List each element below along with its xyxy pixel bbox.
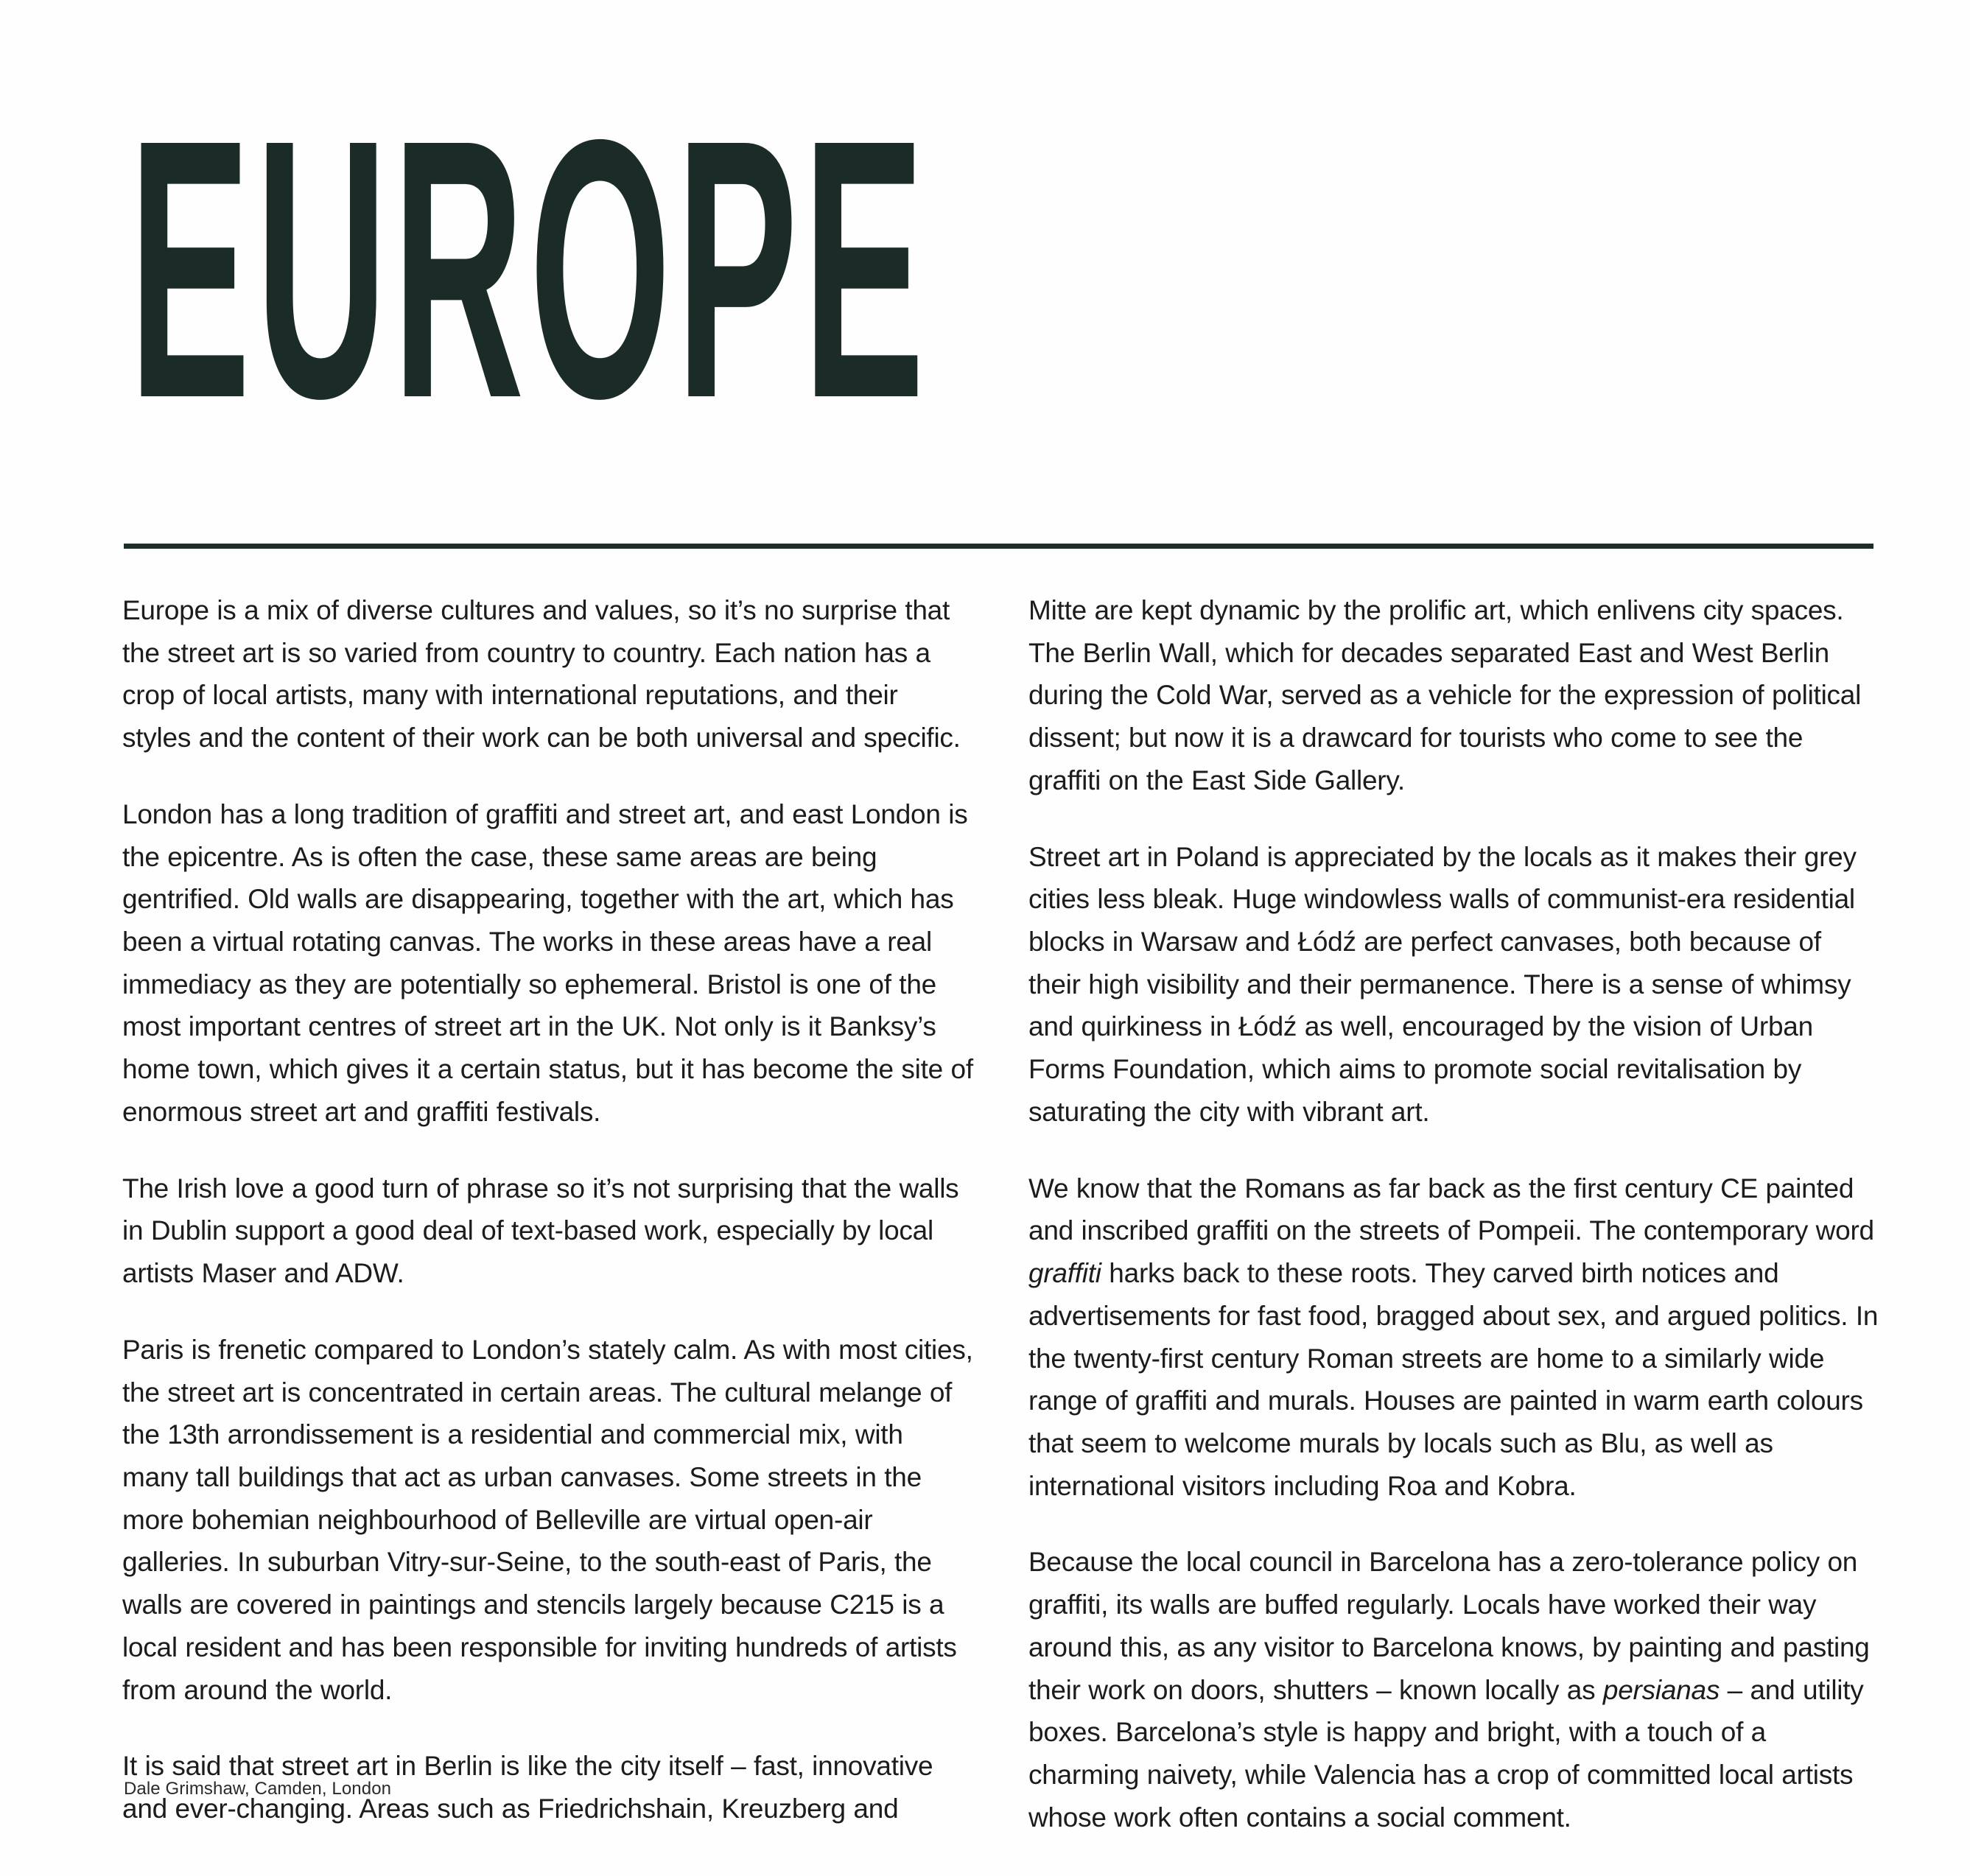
body-paragraph	[1028, 1541, 1879, 1838]
paragraph-text-run: Because the local council in Barcelona has a zero-tolerance policy on graffiti, its walls are buffed regularly. Locals have worked their way around this, as any visitor to Barcelona knows, by painting and pasting their work on doors, shutters – known locally as	[1028, 1547, 1870, 1705]
page-title: EUROPE	[129, 63, 930, 474]
paragraph-text-run: Street art in Poland is appreciated by the locals as it makes their grey cities less bleak. Huge windowless walls of communist-era residential blocks in Warsaw and Łódź are perfect canvases, both because of their high visibility and their permanence. There is a sense of whimsy and quirkiness in Łódź as well, encouraged by the vision of Urban Forms Foundation, which aims to promote social revitalisation by saturating the city with vibrant art.	[1028, 841, 1857, 1127]
left-column	[122, 589, 973, 1830]
body-paragraph	[1028, 1167, 1879, 1508]
body-paragraph: The Irish love a good turn of phrase so it’s not surprising that the walls in Dublin support a good deal of text-based work, especially by local artists Maser and ADW.	[122, 1173, 959, 1289]
paragraph-text-run: – and utility boxes. Barcelona’s style is happy and bright, with a touch of a charming naivety, while Valencia has a crop of committed local artists whose work often contains a social comment.	[1028, 1674, 1864, 1833]
body-paragraph: Europe is a mix of diverse cultures and values, so it’s no surprise that the street art is so varied from country to country. Each nation has a crop of local artists, many with international reputations, and their styles and the content of their work can be both universal and specific.	[122, 595, 961, 753]
body-paragraph	[1028, 836, 1879, 1134]
right-column	[1028, 589, 1879, 1838]
page-title-block	[129, 63, 1882, 474]
body-paragraph: Paris is frenetic compared to London’s stately calm. As with most cities, the street art is concentrated in certain areas. The cultural melange of the 13th arrondissement is a residential and commercial mix, with many tall buildings that act as urban canvases. Some streets in the more bohemian neighbourhood of Belleville are virtual open-air galleries. In suburban Vitry-sur-Seine, to the south-east of Paris, the walls are covered in paintings and stencils largely because C215 is a local resident and has been responsible for inviting hundreds of artists from around the world.	[122, 1334, 973, 1705]
body-paragraph: London has a long tradition of graffiti and street art, and east London is the epicentre. As is often the case, these same areas are being gentrified. Old walls are disappearing, together with the art, which has been a virtual rotating canvas. The works in these areas have a real immediacy as they are potentially so ephemeral. Bristol is one of the most important centres of street art in the UK. Not only is it Banksy’s home town, which gives it a certain status, but it has become the site of enormous street art and graffiti festivals.	[122, 798, 973, 1127]
photo-caption: Dale Grimshaw, Camden, London	[124, 1779, 392, 1799]
emphasised-term: graffiti	[1028, 1258, 1101, 1289]
body-paragraph: It is said that street art in Berlin is like the city itself – fast, innovative and ever-changing. Areas such as Friedrichshain, Kreuzberg and	[122, 1751, 933, 1824]
emphasised-term: persianas	[1602, 1674, 1720, 1705]
paragraph-text-run: harks back to these roots. They carved birth notices and advertisements for fast food, bragged about sex, and argued politics. In the twenty-first century Roman streets are home to a similarly wide range of graffiti and murals. Houses are painted in warm earth colours that seem to welcome murals by locals such as Blu, as well as international visitors including Roa and Kobra.	[1028, 1258, 1879, 1501]
paragraph-text-run: Mitte are kept dynamic by the prolific art, which enlivens city spaces. The Berlin Wall, which for decades separated East and West Berlin during the Cold War, served as a vehicle for the expression of political dissent; but now it is a drawcard for tourists who come to see the graffiti on the East Side Gallery.	[1028, 595, 1862, 795]
header-divider-rule	[124, 544, 1873, 549]
paragraph-text-run: We know that the Romans as far back as the first century CE painted and inscribed graffiti on the streets of Pompeii. The contemporary word	[1028, 1173, 1874, 1246]
body-paragraph	[1028, 589, 1879, 802]
